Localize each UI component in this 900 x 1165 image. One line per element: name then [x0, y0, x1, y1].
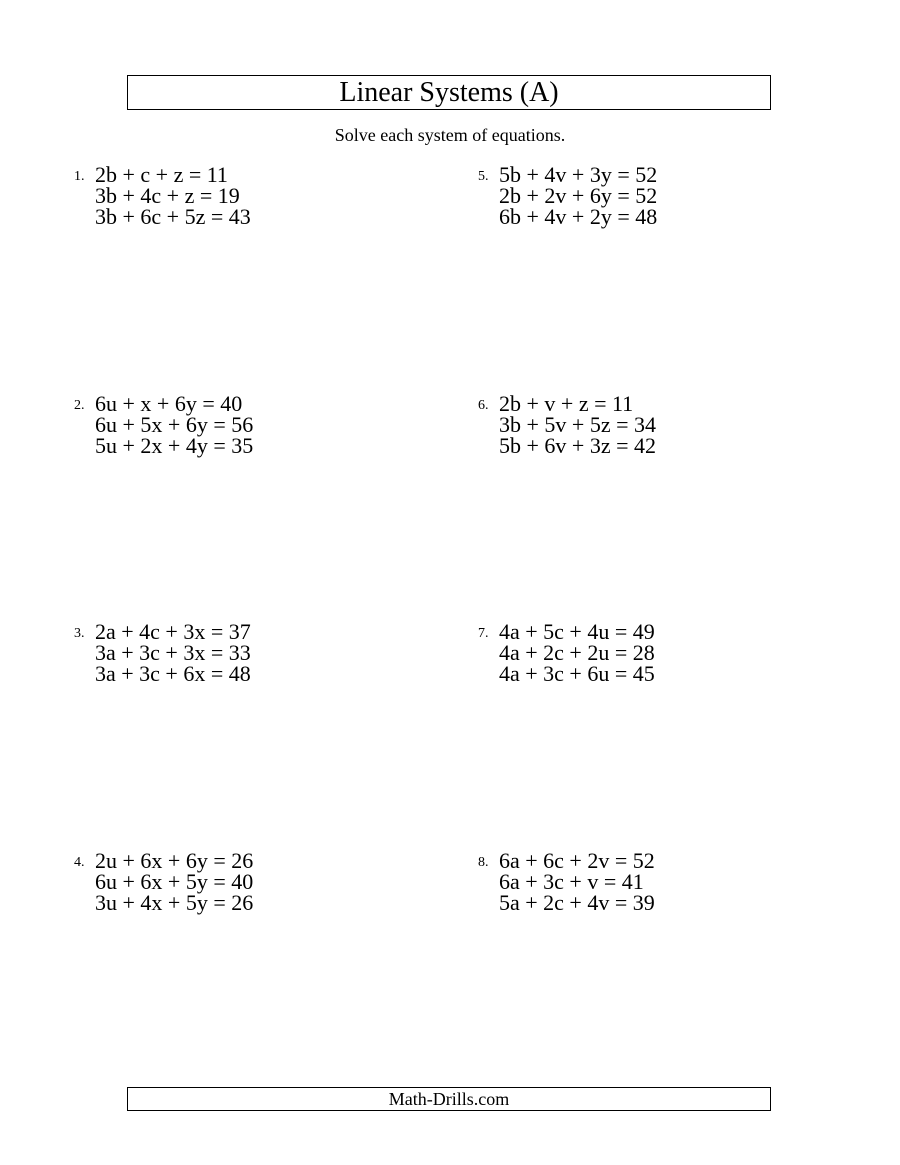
problem-number: 7.	[478, 626, 489, 641]
equation: 2u + 6x + 6y = 26	[95, 848, 254, 873]
problem-number: 3.	[74, 626, 85, 641]
equation: 2b + v + z = 11	[499, 391, 634, 416]
equation: 6u + x + 6y = 40	[95, 391, 243, 416]
equation: 3b + 4c + z = 19	[95, 183, 240, 208]
equation: 3b + 5v + 5z = 34	[499, 412, 656, 437]
problem-number: 6.	[478, 398, 489, 413]
worksheet-title: Linear Systems (A)	[127, 75, 771, 110]
equation: 3b + 6c + 5z = 43	[95, 204, 251, 229]
equation: 4a + 3c + 6u = 45	[499, 661, 655, 686]
problem-number: 1.	[74, 169, 85, 184]
equation: 6a + 6c + 2v = 52	[499, 848, 655, 873]
equation-system	[499, 164, 657, 227]
equation: 6a + 3c + v = 41	[499, 869, 644, 894]
problem-number: 8.	[478, 855, 489, 870]
instructions: Solve each system of equations.	[334, 125, 566, 145]
equation: 2a + 4c + 3x = 37	[95, 619, 251, 644]
equation: 3a + 3c + 3x = 33	[95, 640, 251, 665]
equation: 5a + 2c + 4v = 39	[499, 890, 655, 915]
equation: 4a + 2c + 2u = 28	[499, 640, 655, 665]
equation-system	[95, 621, 251, 684]
equation: 2b + 2v + 6y = 52	[499, 183, 658, 208]
problem-number: 4.	[74, 855, 85, 870]
equation: 6u + 6x + 5y = 40	[95, 869, 254, 894]
equation: 3a + 3c + 6x = 48	[95, 661, 251, 686]
equation: 6b + 4v + 2y = 48	[499, 204, 658, 229]
equation: 3u + 4x + 5y = 26	[95, 890, 254, 915]
equation-system	[499, 850, 655, 913]
equation-system	[95, 164, 251, 227]
problem-number: 5.	[478, 169, 489, 184]
equation-system	[499, 621, 655, 684]
equation: 2b + c + z = 11	[95, 162, 228, 187]
equation: 4a + 5c + 4u = 49	[499, 619, 655, 644]
footer-site-name: Math-Drills.com	[127, 1087, 771, 1111]
equation-system	[95, 393, 253, 456]
equation-system	[95, 850, 253, 913]
equation: 6u + 5x + 6y = 56	[95, 412, 254, 437]
equation: 5u + 2x + 4y = 35	[95, 433, 254, 458]
equation: 5b + 4v + 3y = 52	[499, 162, 658, 187]
equation-system	[499, 393, 656, 456]
problem-number: 2.	[74, 398, 85, 413]
equation: 5b + 6v + 3z = 42	[499, 433, 656, 458]
